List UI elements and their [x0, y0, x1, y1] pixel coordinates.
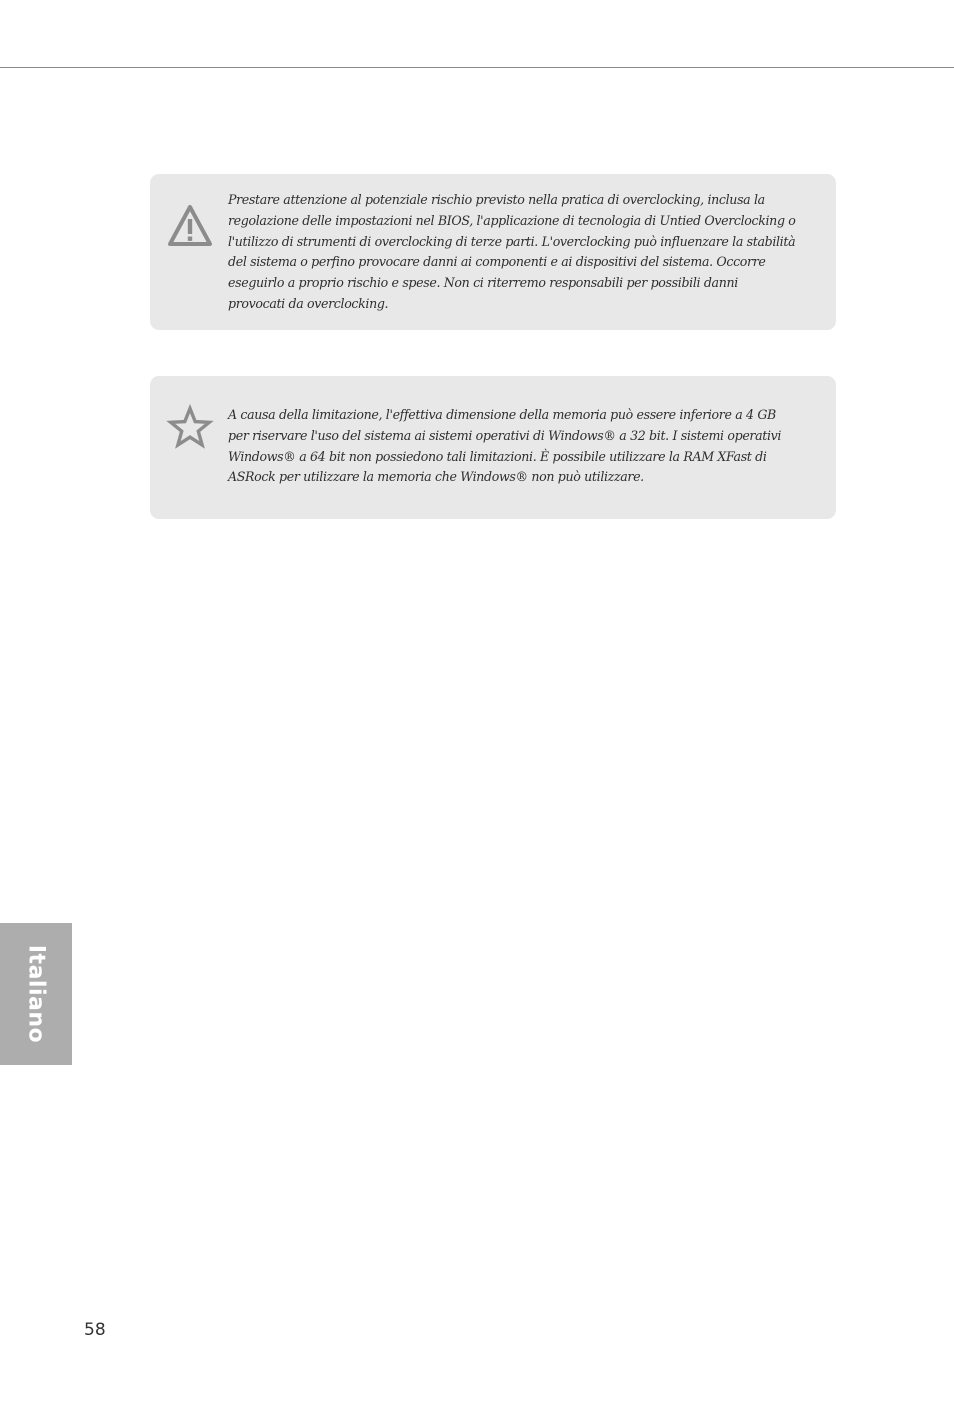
warning-triangle-icon — [166, 202, 214, 250]
warning-note — [150, 174, 836, 330]
language-side-tab — [0, 923, 72, 1065]
language-tab-label: Italiano — [23, 944, 49, 1044]
page-number: 58 — [84, 1320, 106, 1340]
star-icon — [166, 404, 214, 452]
header-rule — [0, 67, 954, 68]
warning-note-text: Prestare attenzione al potenziale rischio previsto nella pratica di overclocking, inclusa la regolazione delle impostazioni nel BIOS, l'applicazione di tecnologia di Untied Overclocking o l'utilizzo di strumenti di overclocking di terze parti. L'overclocking può influenzare la stabilità del sistema o perfino provocare danni ai componenti e ai dispositivi del sistema. Occorre eseguirlo a proprio rischio e spese. Non ci riterremo responsabili per possibili danni provocati da overclocking. — [228, 192, 796, 311]
tip-note — [150, 376, 836, 519]
tip-note-text: A causa della limitazione, l'effettiva dimensione della memoria può essere inferiore a 4 GB per riservare l'uso del sistema ai sistemi operativi di Windows® a 32 bit. I sistemi operativi Windows® a 64 bit non possiedono tali limitazioni. È possibile utilizzare la RAM XFast di ASRock per utilizzare la memoria che Windows® non può utilizzare. — [228, 407, 782, 485]
